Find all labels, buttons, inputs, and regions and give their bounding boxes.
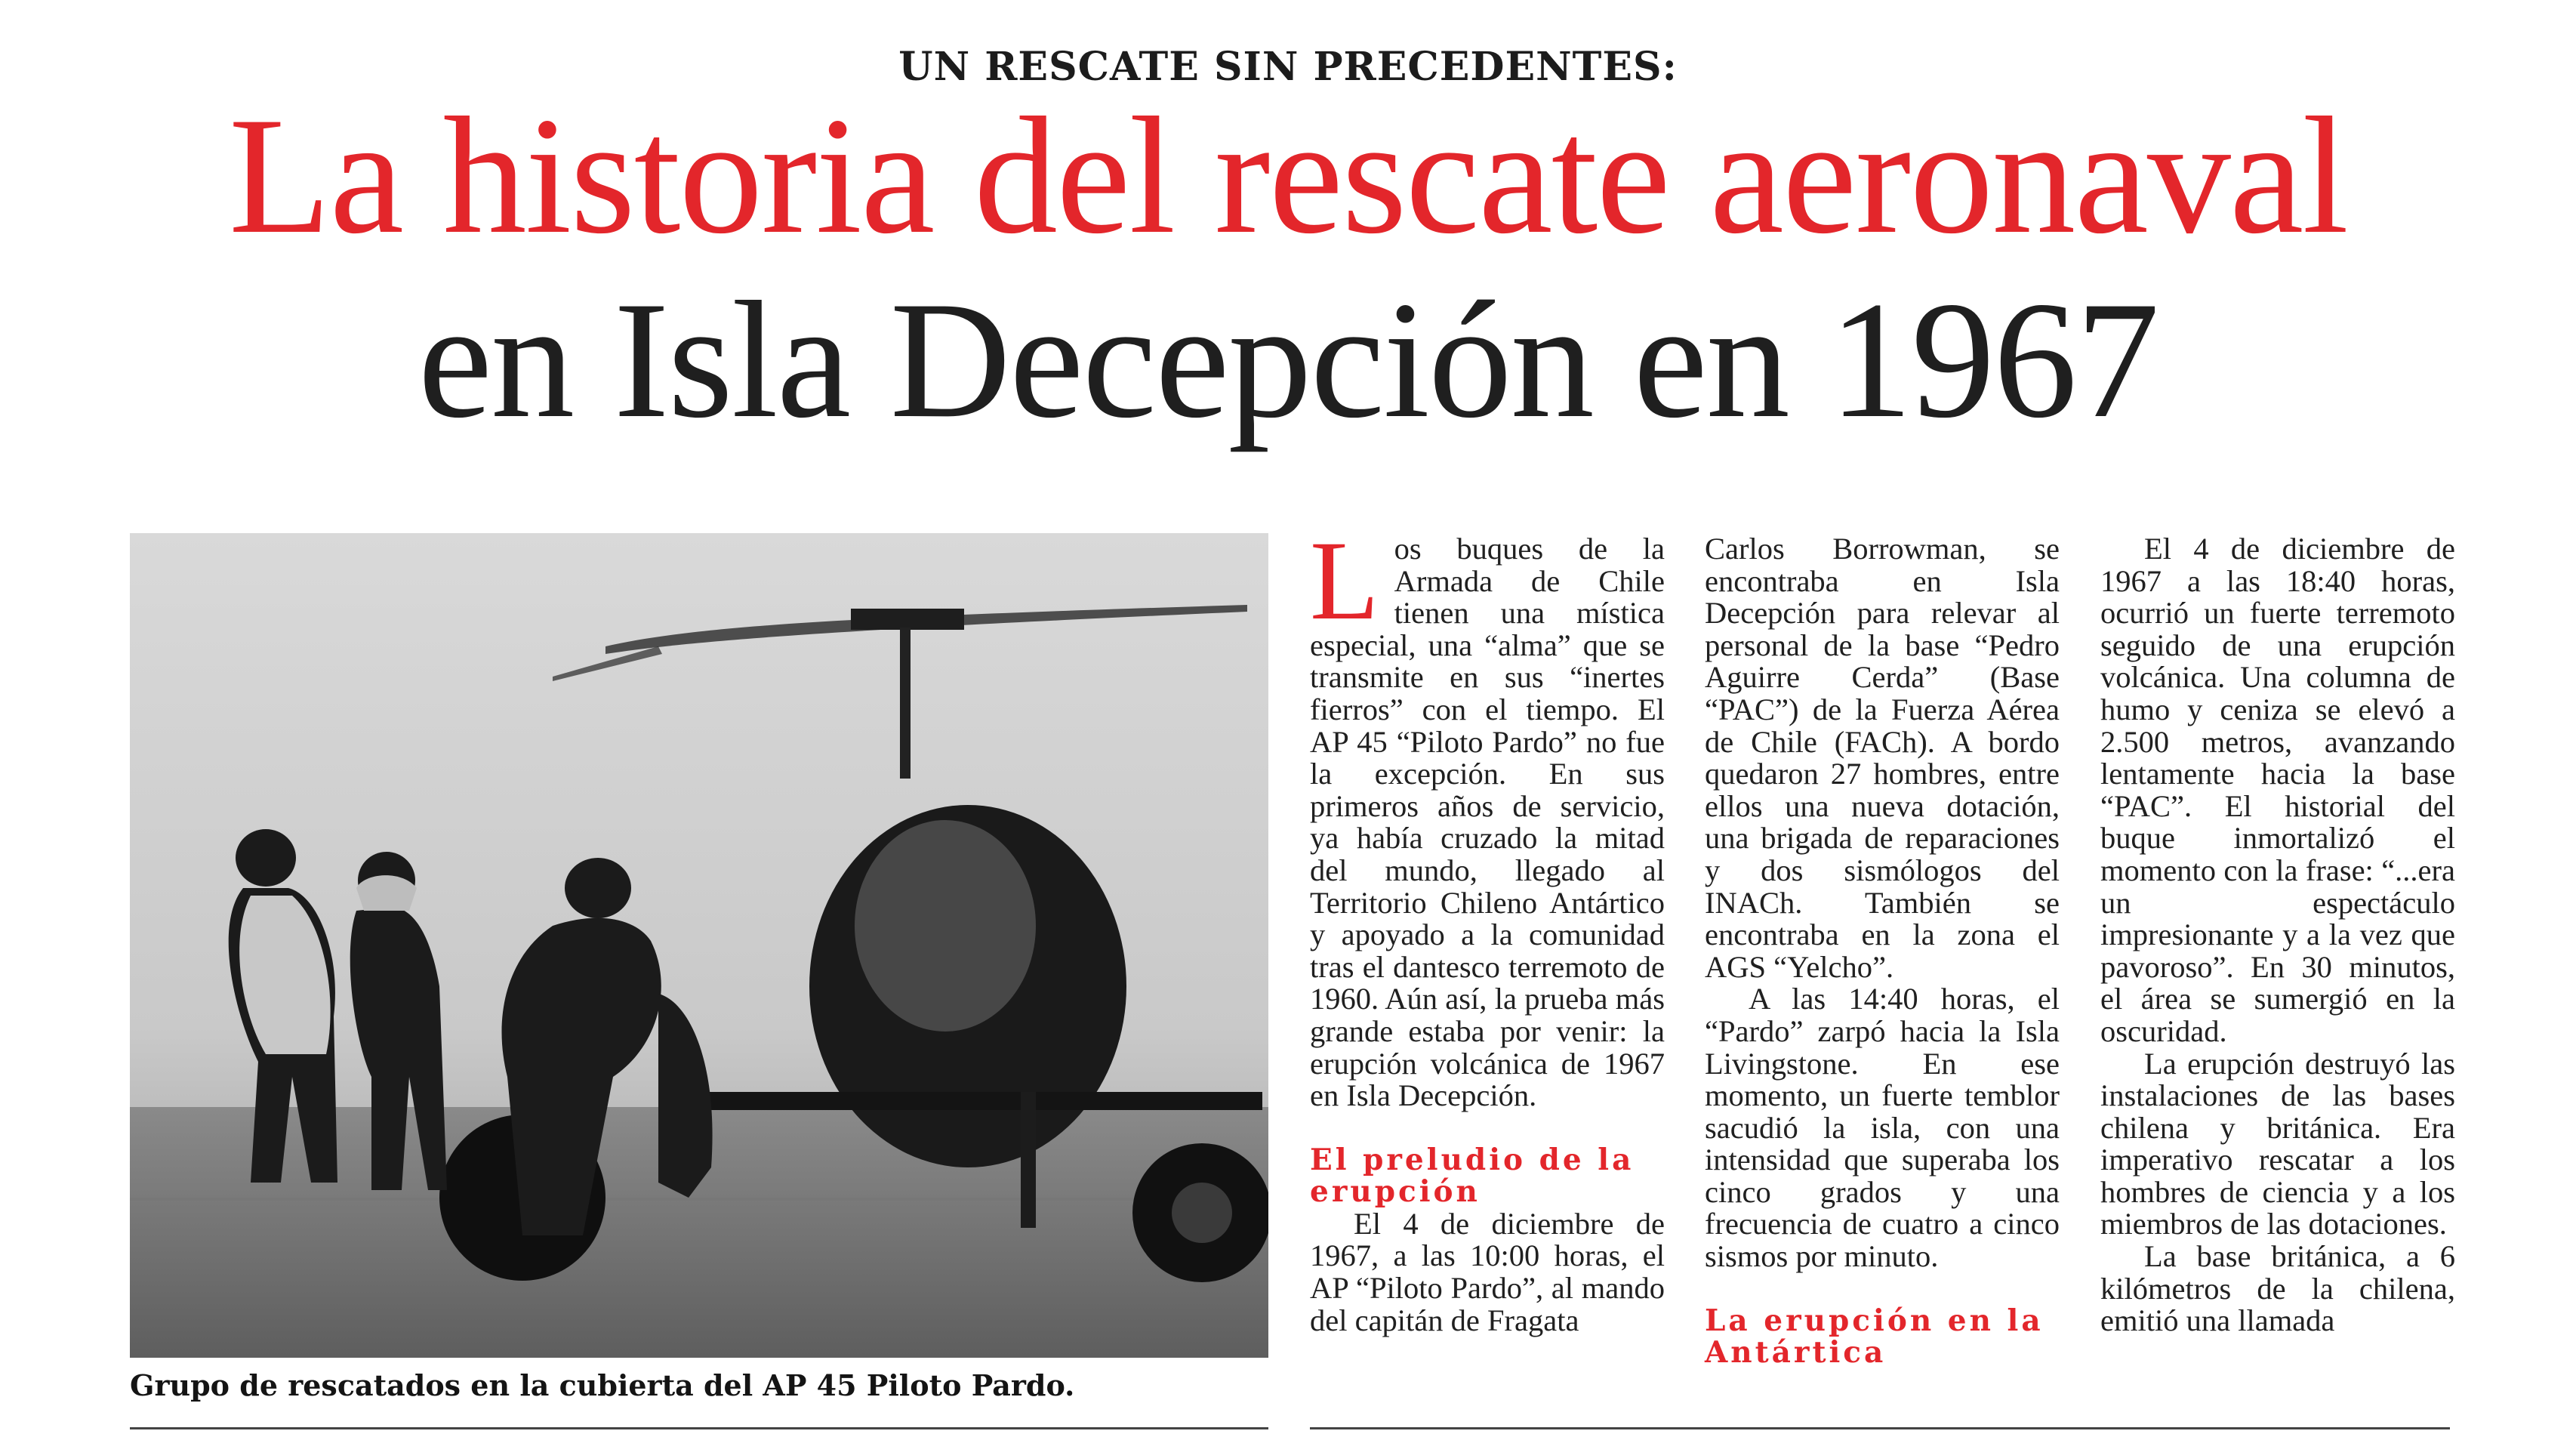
text-column-3	[2100, 533, 2455, 1337]
paragraph: Carlos Borrowman, se encontraba en Isla Decepción para relevar al personal de la base “Pedro Aguirre Cerda” (Base “PAC”) de la Fuerza Aérea de Chile (FACh). A bordo quedaron 27 hombres, entre ellos una nueva dotación, una brigada de reparaciones y dos sismólogos del INACh. También se encontraba en la zona el AGS “Yelcho”.	[1705, 532, 2060, 984]
divider-rule	[130, 1427, 1268, 1429]
paragraph	[1310, 518, 1665, 1113]
paragraph: La erupción destruyó las instalaciones de las bases chilena y británica. Era imperativo rescatar a los hombres de ciencia y a los miembros de las dotaciones.	[2100, 1046, 2455, 1241]
subheading: El preludio de la erupción	[1310, 1142, 1635, 1210]
kicker: UN RESCATE SIN PRECEDENTES:	[898, 44, 1678, 90]
text-column-2	[1705, 533, 2060, 1369]
paragraph-text: os buques de la Armada de Chile tienen una mística especial, una “alma” que se transmite en sus “inertes fierros” con el tiempo. El AP 45 “Piloto Pardo” no fue la excepción. En sus primeros años de servicio, ya había cruzado la mitad del mundo, llegado al Territorio Chileno Antártico y apoyado a la comunidad tras el dantesco terremoto de 1960. Aún así, la prueba más grande estaba por venir: la erupción volcánica de 1967 en Isla Decepción.	[1310, 532, 1665, 1113]
text-column-1	[1310, 518, 1665, 1337]
helicopter-photo	[130, 533, 1268, 1358]
paragraph: El 4 de diciembre de 1967 a las 18:40 horas, ocurrió un fuerte terremoto seguido de una erupción volcánica. Una columna de humo y ceniza se elevó a 2.500 metros, avanzando lentamente hacia la base “PAC”. El historial del buque inmortalizó el momento con la frase: “...era un espectáculo impresionante y a la vez que pavoroso”. En 30 minutos, el área se sumergió en la oscuridad.	[2100, 532, 2455, 1048]
paragraph: El 4 de diciembre de 1967, a las 10:00 horas, el AP “Piloto Pardo”, al mando del capitán de Fragata	[1310, 1206, 1665, 1337]
drop-cap: L	[1310, 518, 1379, 643]
headline-line-2: en Isla Decepción en 1967	[418, 267, 2158, 453]
photo-caption: Grupo de rescatados en la cubierta del AP 45 Piloto Pardo.	[130, 1368, 1075, 1402]
headline-line-1: La historia del rescate aeronaval	[228, 83, 2348, 269]
subheading: La erupción en la Antártica	[1705, 1303, 2044, 1371]
paragraph: La base británica, a 6 kilómetros de la chilena, emitió una llamada	[2100, 1239, 2455, 1338]
paragraph: A las 14:40 horas, el “Pardo” zarpó hacia la Isla Livingstone. En ese momento, un fuerte temblor sacudió la isla, con una intensidad que superaba los cinco grados y una frecuencia de cuatro a cinco sismos por minuto.	[1705, 982, 2060, 1274]
divider-rule	[1310, 1427, 2450, 1429]
